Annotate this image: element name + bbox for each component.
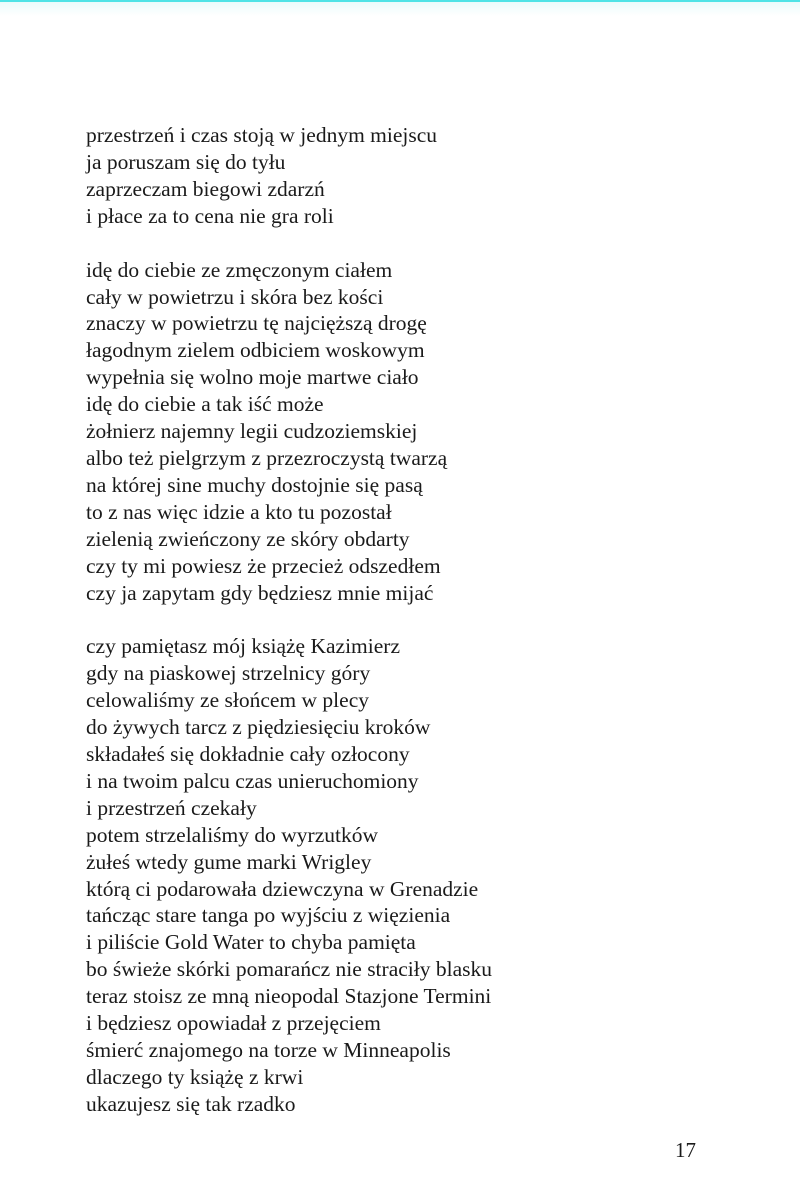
poem-line: czy pamiętasz mój książę Kazimierz [86, 634, 400, 659]
poem-line: i będziesz opowiadał z przejęciem [86, 1011, 381, 1036]
poem-line: ja poruszam się do tyłu [86, 149, 286, 174]
poem-line: i przestrzeń czekały [86, 795, 257, 820]
page-number: 17 [675, 1138, 696, 1162]
poem-line: zielenią zwieńczony ze skóry obdarty [86, 526, 410, 551]
poem-line: i na twoim palcu czas unieruchomiony [86, 768, 419, 793]
poem-line: albo też pielgrzym z przezroczystą twarzą [86, 445, 448, 470]
poem-line: ukazujesz się tak rzadko [86, 1091, 296, 1116]
poem-line: zaprzeczam biegowi zdarzń [86, 176, 325, 201]
poem-line: łagodnym zielem odbiciem woskowym [86, 338, 425, 363]
poem-line: wypełnia się wolno moje martwe ciało [86, 365, 419, 390]
poem-line: czy ty mi powiesz że przecież odszedłem [86, 553, 441, 578]
poem-line: na której sine muchy dostojnie się pasą [86, 472, 423, 497]
poem-line: idę do ciebie a tak iść może [86, 392, 324, 417]
poem-line: i płace za to cena nie gra roli [86, 203, 334, 228]
poem-line: śmierć znajomego na torze w Minneapolis [86, 1038, 451, 1062]
poem-line: znaczy w powietrzu tę najcięższą drogę [86, 311, 427, 336]
poem-line: tańcząc stare tanga po wyjściu z więzienia [86, 903, 451, 928]
poem-line: gdy na piaskowej strzelnicy góry [86, 661, 371, 686]
poem-line: potem strzelaliśmy do wyrzutków [86, 822, 378, 847]
poem-line: celowaliśmy ze słońcem w plecy [86, 688, 369, 713]
poem-line: cały w powietrzu i skóra bez kości [86, 284, 384, 309]
poem-line: którą ci podarowała dziewczyna w Grenadzie [86, 876, 479, 901]
poem [86, 122, 646, 1118]
poem-line: i piliście Gold Water to chyba pamięta [86, 930, 416, 955]
poem-line: dlaczego ty książę z krwi [86, 1064, 304, 1089]
poem-line: teraz stoisz ze mną nieopodal Stazjone Termini [86, 984, 492, 1009]
poem-line: żułeś wtedy gume marki Wrigley [86, 849, 372, 874]
poem-line: składałeś się dokładnie cały ozłocony [86, 742, 410, 767]
poem-line: do żywych tarcz z piędziesięciu kroków [86, 715, 431, 740]
poem-line: bo świeże skórki pomarańcz nie straciły blasku [86, 957, 492, 982]
poem-line: żołnierz najemny legii cudzoziemskiej [86, 419, 418, 444]
top-border-fade [0, 2, 800, 16]
stanza-1 [86, 122, 646, 230]
stanza-2 [86, 257, 646, 607]
poem-line: to z nas więc idzie a kto tu pozostał [86, 499, 392, 524]
poem-line: przestrzeń i czas stoją w jednym miejscu [86, 123, 438, 147]
stanza-3 [86, 633, 646, 1117]
poem-line: idę do ciebie ze zmęczonym ciałem [86, 257, 393, 282]
poem-line: czy ja zapytam gdy będziesz mnie mijać [86, 580, 434, 605]
